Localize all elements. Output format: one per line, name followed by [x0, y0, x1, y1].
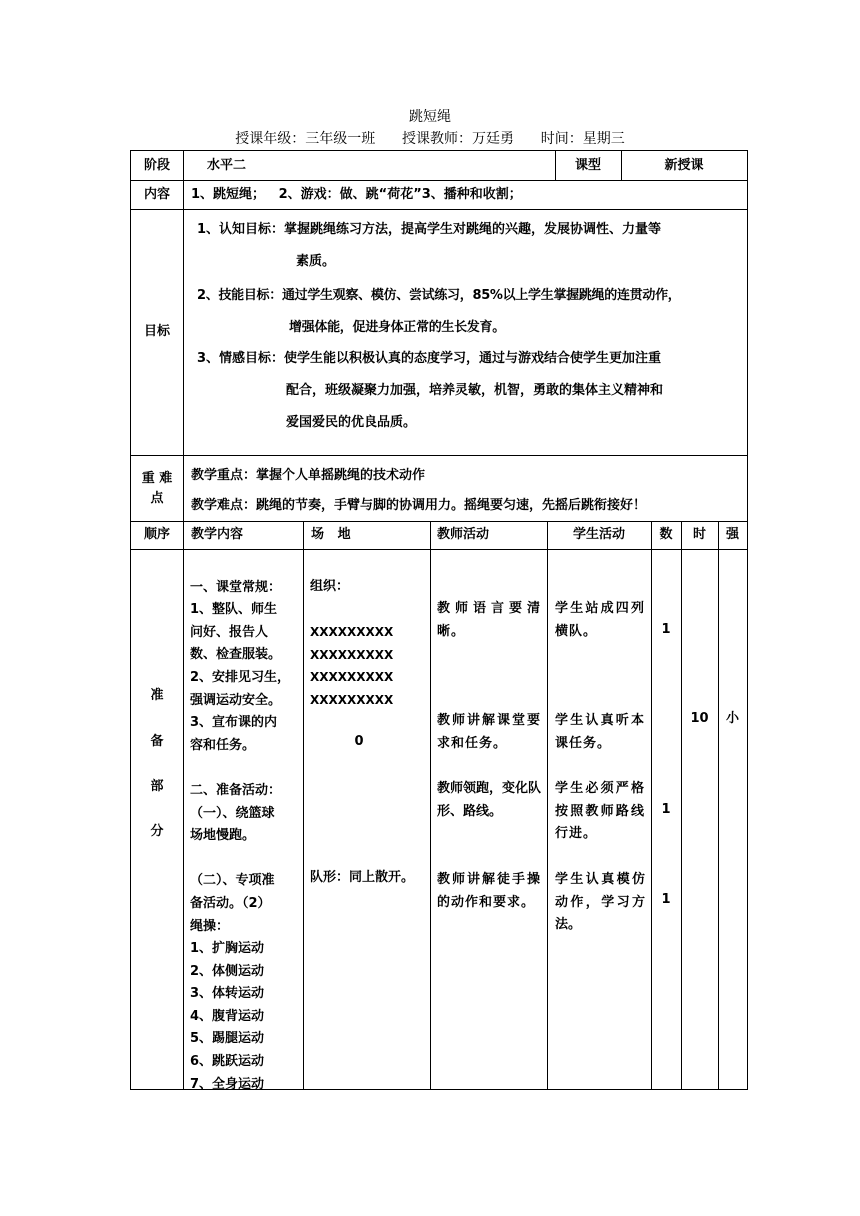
teacher-activity-3: 教师领跑，变化队形、路线。 — [437, 781, 542, 819]
student-activity-2: 学生认真听本课任务。 — [555, 713, 645, 751]
content-line: 1、扩胸运动 — [190, 941, 265, 957]
goal-affective — [197, 343, 745, 439]
content-line — [190, 848, 298, 871]
row-divider — [131, 549, 747, 550]
content-line: 场地慢跑。 — [190, 828, 256, 844]
header-content: 教学内容 — [191, 527, 244, 542]
content-line — [190, 554, 298, 577]
content-label: 内容 — [143, 187, 170, 202]
teaching-content — [190, 554, 298, 1096]
student-activity-1: 学生站成四列横队。 — [555, 601, 645, 639]
content-line: 6、跳跃运动 — [190, 1054, 265, 1070]
content-line: 备活动。（2） — [190, 895, 271, 911]
count-value: 1 — [661, 892, 671, 907]
time-value: 10 — [690, 711, 709, 726]
keypoints-label: 重 难 点 — [141, 471, 173, 506]
header-student: 学生活动 — [572, 527, 625, 542]
goal-cognitive-cont: 素质。 — [296, 254, 336, 269]
content-line: 4、腹背运动 — [190, 1008, 265, 1024]
goal-affective-cont2: 爱国爱民的优良品质。 — [286, 415, 417, 430]
content-line: 3、宣布课的内 — [190, 715, 278, 731]
content-line: （二）、专项准 — [190, 873, 275, 889]
column-divider — [681, 521, 682, 1089]
formation-row: XXXXXXXXX — [310, 647, 394, 662]
goal-skill-text: 2、技能目标：通过学生观察、模仿、尝试练习，85%以上学生掌握跳绳的连贯动作， — [197, 288, 681, 303]
lesson-info-line: 授课年级：三年级一班 授课教师：万廷勇 时间：星期三 — [235, 131, 625, 147]
header-teacher: 教师活动 — [437, 527, 490, 542]
content-line: （一）、绕篮球 — [190, 805, 275, 821]
venue-org-label: 组织： — [310, 579, 350, 594]
intensity-value: 小 — [725, 711, 739, 726]
content-line: 数、检查服装。 — [190, 647, 282, 663]
content-line: 问好、报告人 — [190, 624, 269, 640]
column-divider — [547, 521, 548, 1089]
content-line: 容和任务。 — [190, 737, 256, 753]
content-line: 3、体转运动 — [190, 986, 265, 1002]
header-venue: 场 地 — [311, 527, 351, 542]
course-type-label: 课型 — [574, 158, 601, 173]
column-divider — [718, 521, 719, 1089]
section-label-char: 准 — [150, 688, 164, 703]
header-time: 时 — [692, 527, 706, 542]
goal-cognitive-text: 1、认知目标：掌握跳绳练习方法，提高学生对跳绳的兴趣，发展协调性、力量等 — [197, 222, 662, 237]
column-divider — [430, 521, 431, 1089]
venue-formation: 队形：同上散开。 — [310, 870, 415, 885]
difficult-point: 教学难点：跳绳的节奏，手臂与脚的协调用力。摇绳要匀速，先摇后跳衔接好！ — [191, 498, 647, 513]
goal-affective-text: 3、情感目标：使学生能以积极认真的态度学习，通过与游戏结合使学生更加注重 — [197, 351, 662, 366]
content-line: 绳操： — [190, 918, 230, 934]
lesson-plan-table — [130, 150, 748, 1090]
section-label-char: 备 — [150, 734, 164, 749]
column-divider — [183, 151, 184, 1089]
stage-value: 水平二 — [207, 158, 247, 173]
formation-row: XXXXXXXXX — [310, 625, 394, 640]
count-value: 1 — [661, 622, 671, 637]
content-value: 1、跳短绳； 2、游戏：做、跳“荷花”3、播种和收割； — [191, 187, 522, 202]
key-point: 教学重点：掌握个人单摇跳绳的技术动作 — [191, 468, 426, 483]
content-line — [190, 757, 298, 780]
teacher-activity-2: 教师讲解课堂要求和任务。 — [437, 713, 541, 751]
course-type-value: 新授课 — [664, 158, 704, 173]
content-line: 1、整队、师生 — [190, 602, 278, 618]
content-line: 2、安排见习生， — [190, 669, 291, 685]
goal-skill — [197, 280, 745, 344]
teacher-activity-4: 教师讲解徒手操的动作和要求。 — [437, 872, 541, 910]
count-value: 1 — [661, 802, 671, 817]
content-line: 2、体侧运动 — [190, 963, 265, 979]
section-label-char: 部 — [150, 779, 164, 794]
document-title: 跳短绳 — [409, 109, 451, 125]
row-divider — [131, 455, 747, 456]
formation-row: XXXXXXXXX — [310, 692, 394, 707]
teacher-activity-1: 教师语言要清晰。 — [437, 601, 541, 639]
header-intensity: 强 — [725, 527, 739, 542]
content-line: 7、全身运动 — [190, 1076, 265, 1092]
header-order: 顺序 — [143, 527, 170, 542]
content-line: 强调运动安全。 — [190, 692, 282, 708]
content-line: 5、踢腿运动 — [190, 1031, 265, 1047]
student-activity-3: 学生必须严格按照教师路线行进。 — [555, 781, 645, 842]
row-divider — [131, 521, 747, 522]
stage-label: 阶段 — [143, 158, 170, 173]
teacher-position-mark: 0 — [354, 734, 364, 749]
goals-label: 目标 — [143, 324, 170, 339]
spacer — [310, 599, 426, 622]
column-divider — [303, 521, 304, 1089]
row-divider — [131, 180, 747, 181]
venue-organization — [310, 576, 426, 712]
formation-row: XXXXXXXXX — [310, 670, 394, 685]
row-divider — [131, 209, 747, 210]
goal-cognitive — [197, 214, 745, 278]
student-activity-4: 学生认真模仿动作，学习方法。 — [555, 872, 645, 933]
goal-skill-cont: 增强体能，促进身体正常的生长发育。 — [289, 320, 505, 335]
header-count: 数 — [659, 527, 673, 542]
content-line: 二、准备活动： — [190, 782, 282, 798]
section-label-char: 分 — [150, 824, 164, 839]
content-line: 一、课堂常规： — [190, 579, 282, 595]
goal-affective-cont: 配合，班级凝聚力加强，培养灵敏，机智，勇敢的集体主义精神和 — [286, 383, 664, 398]
